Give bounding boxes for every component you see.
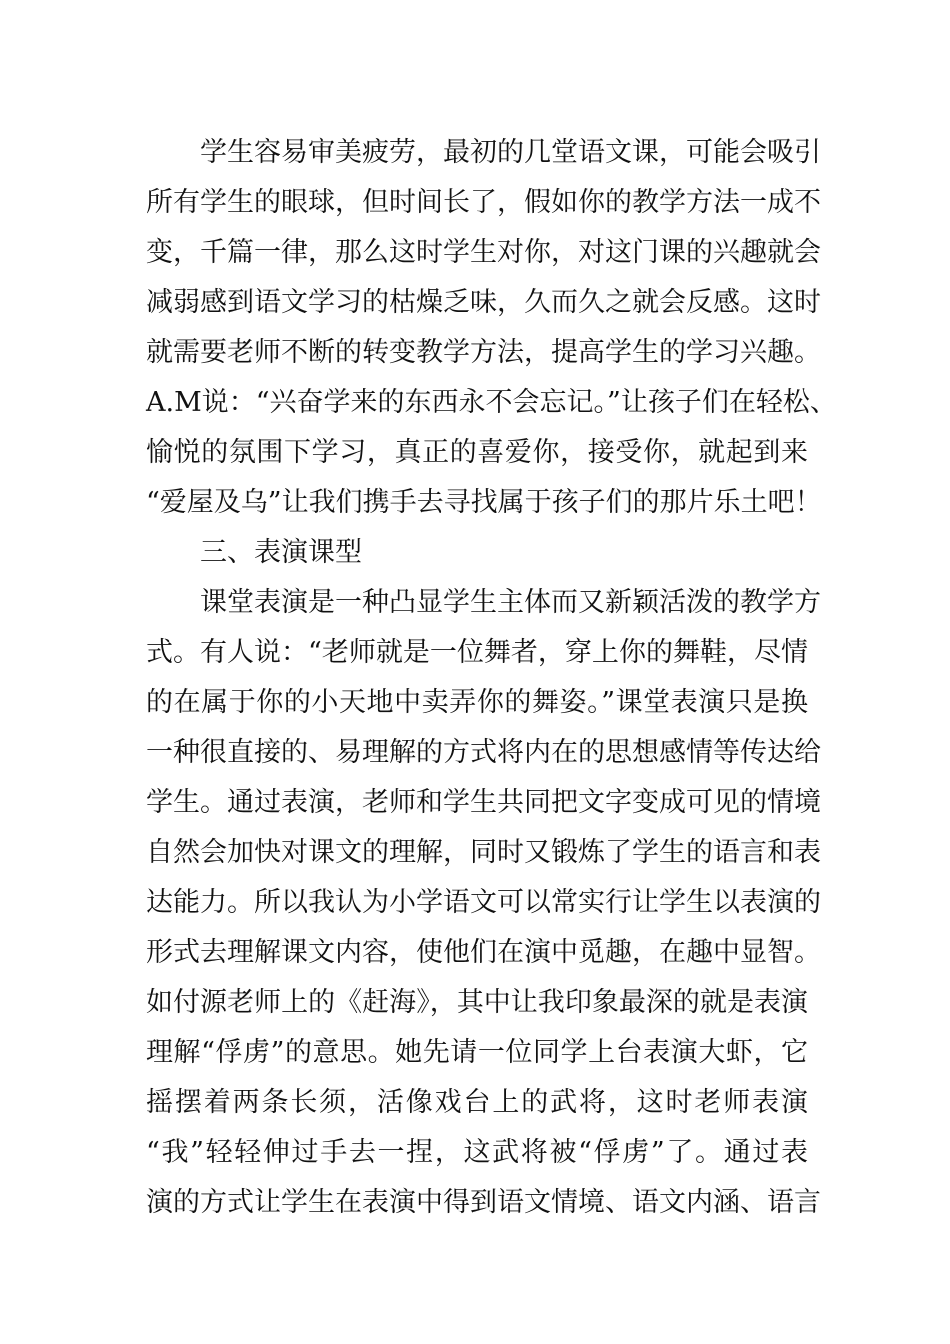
paragraph-line: 演的方式让学生在表演中得到语文情境、语文内涵、语言 <box>146 1187 821 1218</box>
paragraph-line: “我”轻轻伸过手去一捏，这武将被“俘虏”了。通过表 <box>146 1137 808 1168</box>
paragraph-line: 所有学生的眼球，但时间长了，假如你的教学方法一成不 <box>146 187 821 218</box>
paragraph-line: 课堂表演是一种凸显学生主体而又新颖活泼的教学方 <box>200 587 821 618</box>
paragraph-line: 达能力。所以我认为小学语文可以常实行让学生以表演的 <box>146 887 821 918</box>
paragraph-line: 摇摆着两条长须，活像戏台上的武将，这时老师表演 <box>146 1087 808 1118</box>
paragraph-line: 减弱感到语文学习的枯燥乏味，久而久之就会反感。这时 <box>146 287 821 318</box>
paragraph-line: 愉悦的氛围下学习，真正的喜爱你，接受你，就起到来 <box>146 437 808 468</box>
paragraph-line: 理解“俘虏”的意思。她先请一位同学上台表演大虾，它 <box>146 1037 808 1068</box>
paragraph-line: 如付源老师上的《赶海》，其中让我印象最深的就是表演 <box>146 987 808 1018</box>
paragraph-line: 就需要老师不断的转变教学方法，提高学生的学习兴趣。 <box>146 337 821 368</box>
paragraph-line: 变，千篇一律，那么这时学生对你，对这门课的兴趣就会 <box>146 237 821 268</box>
paragraph-line: “爱屋及乌”让我们携手去寻找属于孩子们的那片乐土吧！ <box>146 487 822 518</box>
paragraph-line: 学生容易审美疲劳，最初的几堂语文课，可能会吸引 <box>200 137 821 168</box>
paragraph-line: 一种很直接的、易理解的方式将内在的思想感情等传达给 <box>146 737 821 768</box>
paragraph-line: 学生。通过表演，老师和学生共同把文字变成可见的情境 <box>146 787 821 818</box>
paragraph-line: 式。有人说：“老师就是一位舞者，穿上你的舞鞋，尽情 <box>146 637 808 668</box>
paragraph-line: 形式去理解课文内容，使他们在演中觅趣，在趣中显智。 <box>146 937 821 968</box>
paragraph-line: A.M说：“兴奋学来的东西永不会忘记。”让孩子们在轻松、 <box>146 387 837 418</box>
paragraph-line: 的在属于你的小天地中卖弄你的舞姿。”课堂表演只是换 <box>146 687 808 718</box>
section-heading: 三、表演课型 <box>200 537 362 568</box>
paragraph-line: 自然会加快对课文的理解，同时又锻炼了学生的语言和表 <box>146 837 821 868</box>
